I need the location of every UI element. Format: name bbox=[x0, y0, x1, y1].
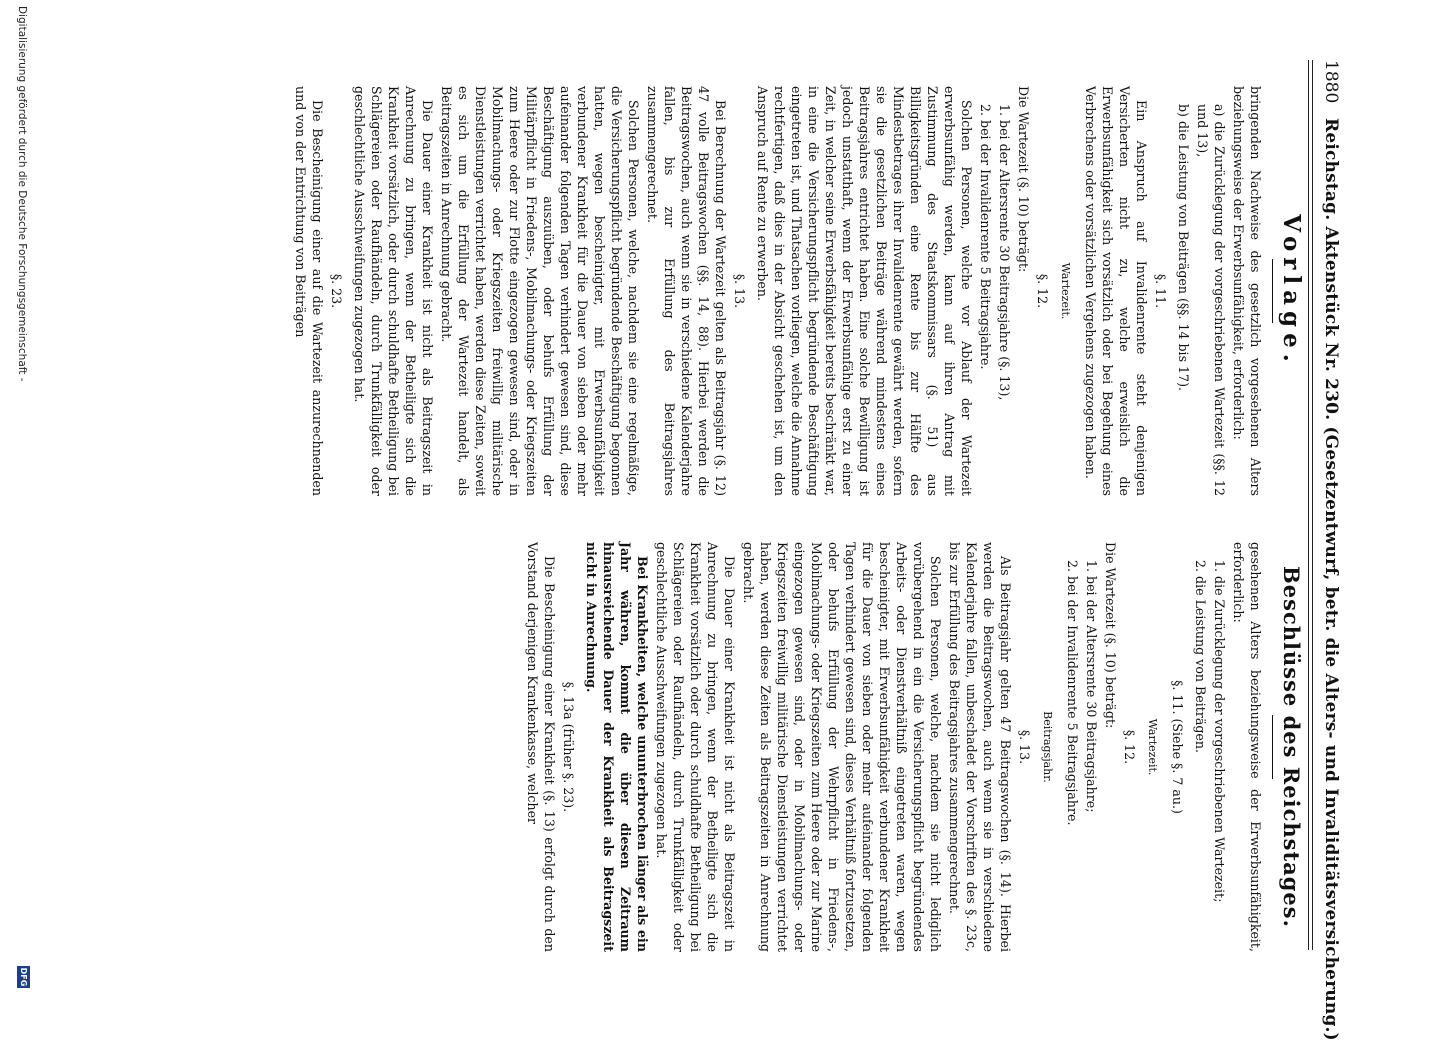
paragraph: Bei Berechnung der Wartezeit gelten als Beitragsjahr (§. 12) 47 volle Beitragswochen (§§. 14, 88). Hierbei werden die Beitragswochen, auch wenn sie in verschiedene Kalenderjahre fallen, bis zur Erfüllung des Beitragsjahres zusammengerechnet. bbox=[645, 86, 728, 496]
paragraph: bringenden Nachweise des gesetzlich vorgesehenen Alters beziehungsweise der Erwerbsunfähigkeit, erforderlich: bbox=[1231, 86, 1263, 496]
paragraph: 1. die Zurücklegung der vorgeschriebenen Wartezeit; bbox=[1212, 560, 1227, 903]
paragraph: 2. bei der Invalidenrente 5 Beitragsjahre. bbox=[978, 104, 993, 370]
paragraph: gesehenen Alters beziehungsweise der Erwerbsunfähigkeit, erforderlich: bbox=[1231, 542, 1263, 952]
right-column-beschluesse bbox=[522, 542, 1302, 952]
paragraph: a) die Zurücklegung der vorgeschriebenen Wartezeit (§§. 12 und 13), bbox=[1195, 104, 1227, 496]
left-column-body bbox=[292, 86, 1264, 496]
paragraph: Die Bescheinigung einer auf die Wartezeit anzurechnenden und von der Entrichtung von Beiträgen bbox=[293, 86, 325, 496]
left-column-title: Vorlage. bbox=[1278, 214, 1305, 368]
paragraph: 1. bei der Altersrente 30 Beitragsjahre; bbox=[1084, 560, 1099, 813]
dfg-logo: DFG bbox=[19, 967, 28, 987]
title-rule bbox=[1272, 715, 1273, 779]
subheading: Wartezeit. bbox=[1146, 718, 1159, 776]
paragraph: Die Bescheinigung einer Krankheit (§. 13) erfolgt durch den Vorstand derjenigen Krankenkasse, welcher bbox=[525, 542, 557, 952]
subheading: Wartezeit. bbox=[1059, 262, 1072, 320]
header-rule bbox=[1308, 60, 1309, 950]
paragraph: Die Wartezeit (§. 10) beträgt: bbox=[1016, 86, 1031, 273]
paragraph: Die Wartezeit (§. 10) beträgt: bbox=[1103, 542, 1118, 729]
paragraph: Solchen Personen, welche, nachdem sie nicht lediglich vorübergehend in ein die Versicherungspflicht begründendes Arbeits- oder Dienstverhältniß eingetreten waren, wegen bescheinigter, mit Erwerbsunfähigkeit verbundener Krankheit für die Dauer von sieben oder mehr aufeinander folgenden Tagen verhindert gewesen sind, dieses Verhältniß fortzusetzen, oder behufs Erfüllung der Wehrpflicht in Friedens-, Mobilmachungs- oder Kriegszeiten zum Heere oder zur Marine eingezogen gewesen sind, oder in Mobilmachungs- oder Kriegszeiten freiwillig militärische Dienstleistungen verrichtet haben, werden diese Zeiten als Beitragszeiten in Anrechnung gebracht. bbox=[741, 542, 943, 952]
paragraph: 1. bei der Altersrente 30 Beitragsjahre (§. 13), bbox=[997, 104, 1012, 401]
page-header bbox=[1316, 60, 1346, 1041]
paragraph: Die Dauer einer Krankheit ist nicht als Beitragszeit in Anrechnung zu bringen, wenn der Betheiligte sich die Krankheit vorsätzlich, oder durch schuldhafte Betheiligung bei Schlägereien oder Raufhändeln, durch Trunkfälligkeit oder geschlechtliche Ausschweifungen zugezogen hat. bbox=[352, 86, 435, 496]
right-column-body bbox=[524, 542, 1264, 952]
section-heading: §. 13. bbox=[732, 273, 747, 309]
paragraph: Ein Anspruch auf Invalidenrente steht denjenigen Versicherten nicht zu, welche erweislich die Erwerbsunfähigkeit sich vorsätzlich oder bei Begehung eines Verbrechens oder vorsätzlichen Vergehens zugezogen haben. bbox=[1083, 86, 1149, 496]
paragraph: Bei Krankheiten, welche ununterbrochen länger als ein Jahr währen, kommt die über diesen Zeitraum hinausreichende Dauer der Krankheit als Beitragszeit nicht in Anrechnung. bbox=[584, 542, 650, 952]
subheading: Beitragsjahr. bbox=[1041, 711, 1054, 783]
paragraph: 2. die Leistung von Beiträgen. bbox=[1193, 560, 1208, 753]
page-number: 1880 bbox=[1321, 60, 1341, 104]
section-heading: §. 12. bbox=[1035, 273, 1050, 309]
section-heading: §. 12. bbox=[1122, 729, 1137, 765]
document-title: Reichstag. Aktenstück Nr. 230. (Gesetzentwurf, betr. die Alters- und Invaliditätsversicherung.) bbox=[1321, 118, 1341, 1041]
paragraph: Solchen Personen, welche, nachdem sie eine regelmäßige, die Versicherungspflicht begründende Beschäftigung begonnen hatten, wegen bescheinigter, mit Erwerbsunfähigkeit verbundener Krankheit für die Dauer von sieben oder mehr aufeinander folgenden Tagen verhindert gewesen sind, diese Beschäftigung auszuüben, oder behufs Erfüllung der Militärpflicht in Friedens-, Mobilmachungs- oder Kriegszeiten zum Heere oder zur Flotte eingezogen gewesen sind, oder in Mobilmachungs- oder Kriegszeiten freiwillig militärische Dienstleistungen verrichtet haben, werden diese Zeiten, soweit es sich um die Erfüllung der Wartezeit handelt, als Beitragszeiten in Anrechnung gebracht. bbox=[439, 86, 641, 496]
section-heading: §. 13a (früher §. 23). bbox=[561, 681, 576, 813]
paragraph: Als Beitragsjahr gelten 47 Beitragswochen (§. 14). Hierbei werden die Beitragswochen, auch wenn sie in verschiedene Kalenderjahre fallen, unbeschadet der Vorschriften des §. 23c, bis zur Erfüllung des Beitragsjahres zusammengerechnet. bbox=[947, 542, 1013, 952]
section-heading: §. 11. bbox=[1153, 273, 1168, 309]
section-heading: §. 11. (Siehe §. 7 au.) bbox=[1170, 680, 1185, 814]
paragraph: 2. bei der Invalidenrente 5 Beitragsjahre. bbox=[1065, 560, 1080, 826]
digitization-credit: Digitalisierung gefördert durch die Deutsche Forschungsgemeinschaft - bbox=[16, 6, 28, 382]
left-column-vorlage bbox=[290, 86, 1305, 496]
section-heading: §. 23. bbox=[329, 273, 344, 309]
paragraph: Die Dauer einer Krankheit ist nicht als Beitragszeit in Anrechnung zu bringen, wenn der Betheiligte sich die Krankheit vorsätzlich oder durch schuldhafte Betheiligung bei Schlägereien oder Raufhändeln, durch Trunkfälligkeit oder geschlechtliche Ausschweifungen zugezogen hat. bbox=[654, 542, 737, 952]
paragraph: b) die Leistung von Beiträgen (§§. 14 bis 17). bbox=[1176, 104, 1191, 391]
section-heading: §. 13. bbox=[1017, 729, 1032, 765]
paragraph: Solchen Personen, welche vor Ablauf der Wartezeit erwerbsunfähig werden, kann auf ihren Antrag mit Zustimmung des Staatskommissars (§. 51) aus Billigkeitsgründen eine Rente bis zur Hälfte des Mindestbetrages ihrer Invalidenrente gewährt werden, sofern sie die gesetzlichen Beiträge während mindestens eines Beitragsjahres entrichtet haben. Eine solche Bewilligung ist jedoch unstatthaft, wenn der Erwerbsunfähige erst zu einer Zeit, in welcher seine Erwerbsfähigkeit bereits beschränkt war, in eine die Versicherungspflicht begründende Beschäftigung eingetreten ist, und Thatsachen vorliegen, welche die Annahme rechtfertigen, daß dies in der Absicht geschehen ist, um den Anspruch auf Rente zu erwerben. bbox=[755, 86, 974, 496]
header-rule bbox=[1312, 60, 1313, 950]
right-column-title: Beschlüsse des Reichstages. bbox=[1279, 566, 1304, 928]
title-rule bbox=[1272, 259, 1273, 323]
